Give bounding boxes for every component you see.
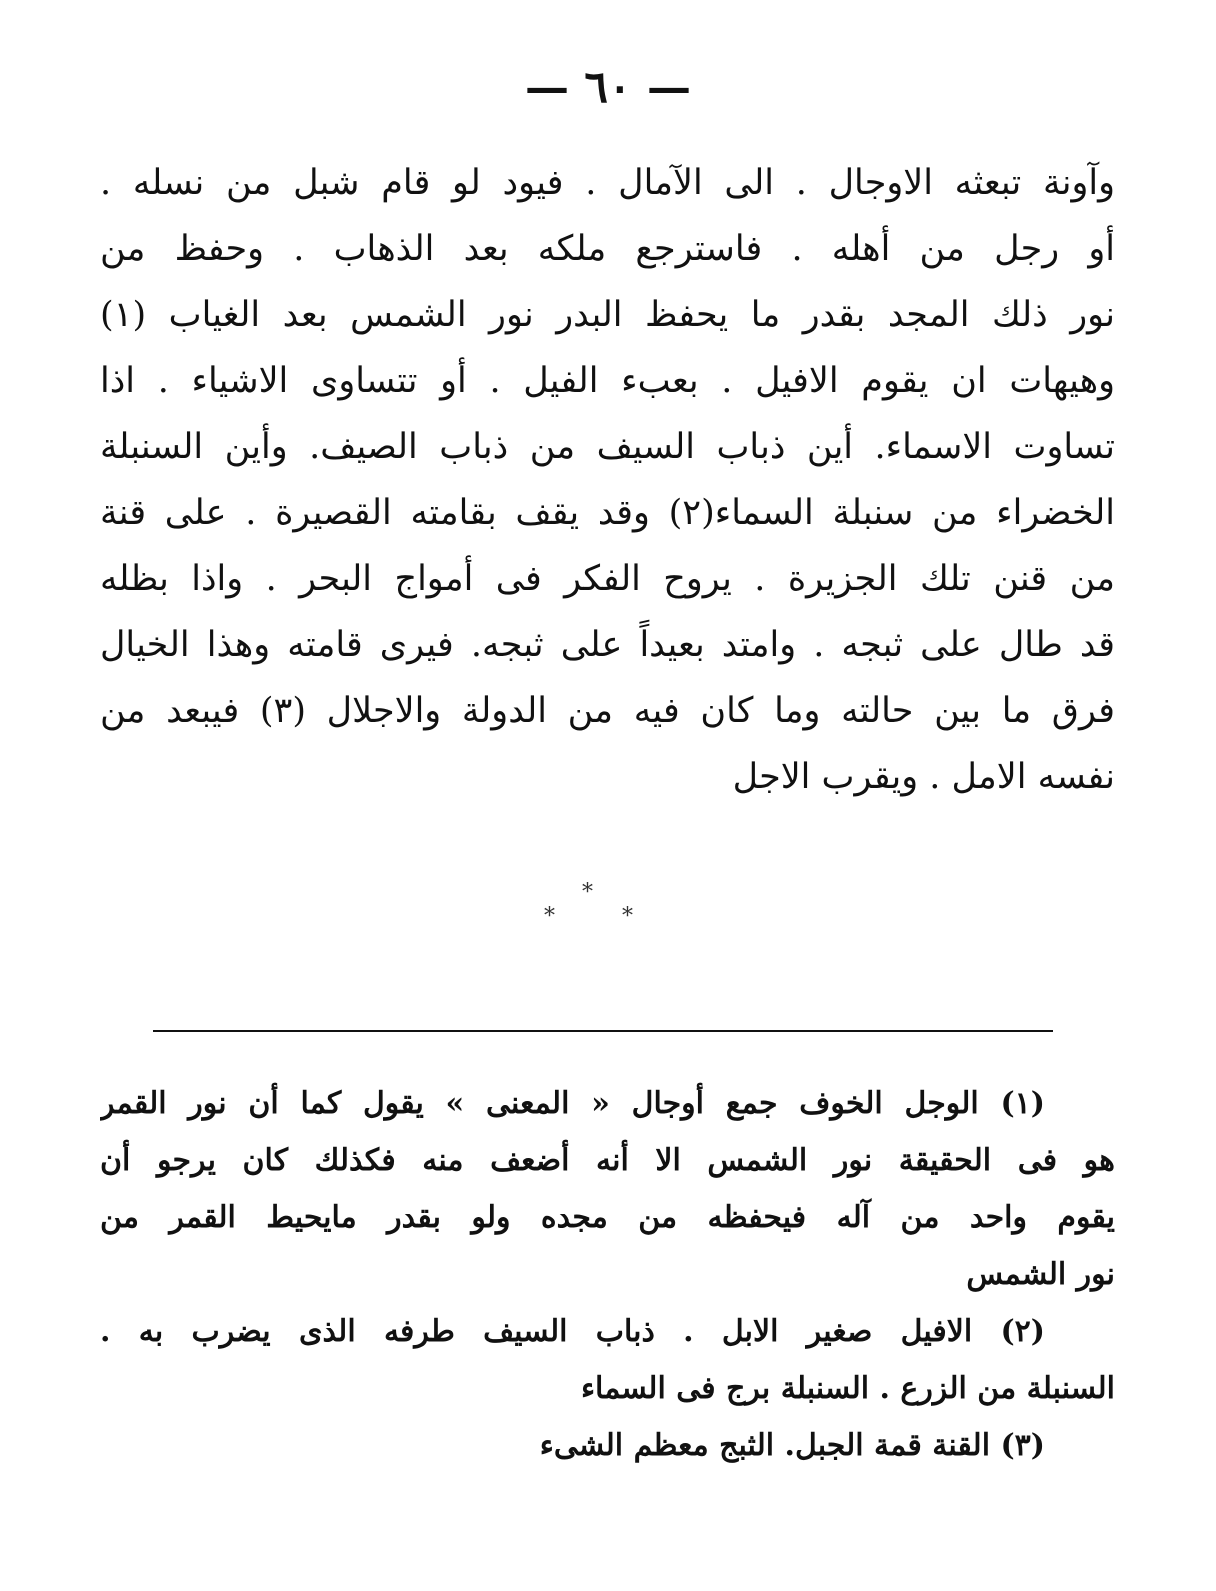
footnote-separator bbox=[153, 1030, 1053, 1032]
footnote-line: هو فى الحقيقة نور الشمس الا أنه أضعف منه فكذلك كان يرجو أن bbox=[100, 1143, 1115, 1178]
text-line: نفسه الامل . ويقرب الاجل bbox=[732, 757, 1115, 797]
page-number: — ٦٠ — bbox=[525, 62, 691, 113]
asterism-star: * bbox=[582, 880, 593, 905]
asterism-star: * bbox=[544, 904, 555, 929]
asterism-divider bbox=[530, 880, 650, 940]
text-line: نور ذلك المجد بقدر ما يحفظ البدر نور الشمس بعد الغياب (١) bbox=[100, 295, 1115, 335]
footnote-line: يقوم واحد من آله فيحفظه من مجده ولو بقدر مايحيط القمر من bbox=[100, 1200, 1115, 1235]
text-line: قد طال على ثبجه . وامتد بعيداً على ثبجه. فيرى قامته وهذا الخيال bbox=[100, 625, 1115, 665]
footnote-line: نور الشمس bbox=[966, 1257, 1115, 1292]
text-line: وهيهات ان يقوم الافيل . بعبء الفيل . أو تتساوى الاشياء . اذا bbox=[100, 361, 1115, 401]
main-text bbox=[100, 150, 1115, 810]
text-line: تساوت الاسماء. أين ذباب السيف من ذباب الصيف. وأين السنبلة bbox=[100, 427, 1115, 467]
footnote-line: السنبلة من الزرع . السنبلة برج فى السماء bbox=[580, 1371, 1115, 1406]
text-line: الخضراء من سنبلة السماء(٢) وقد يقف بقامته القصيرة . على قنة bbox=[100, 493, 1115, 533]
text-line: من قنن تلك الجزيرة . يروح الفكر فى أمواج البحر . واذا بظله bbox=[100, 559, 1115, 599]
text-line: فرق ما بين حالته وما كان فيه من الدولة والاجلال (٣) فيبعد من bbox=[100, 691, 1115, 731]
text-line: وآونة تبعثه الاوجال . الى الآمال . فيود لو قام شبل من نسله . bbox=[100, 163, 1115, 203]
footnote-line: (٣) القنة قمة الجبل. الثبج معظم الشىء bbox=[539, 1428, 1045, 1463]
text-line: أو رجل من أهله . فاسترجع ملكه بعد الذهاب . وحفظ من bbox=[100, 229, 1115, 269]
asterism-star: * bbox=[622, 904, 633, 929]
footnote-line: (٢) الافيل صغير الابل . ذباب السيف طرفه الذى يضرب به . bbox=[100, 1314, 1045, 1349]
footnote-line: (١) الوجل الخوف جمع أوجال « المعنى » يقول كما أن نور القمر bbox=[100, 1086, 1045, 1121]
footnotes bbox=[100, 1075, 1115, 1474]
